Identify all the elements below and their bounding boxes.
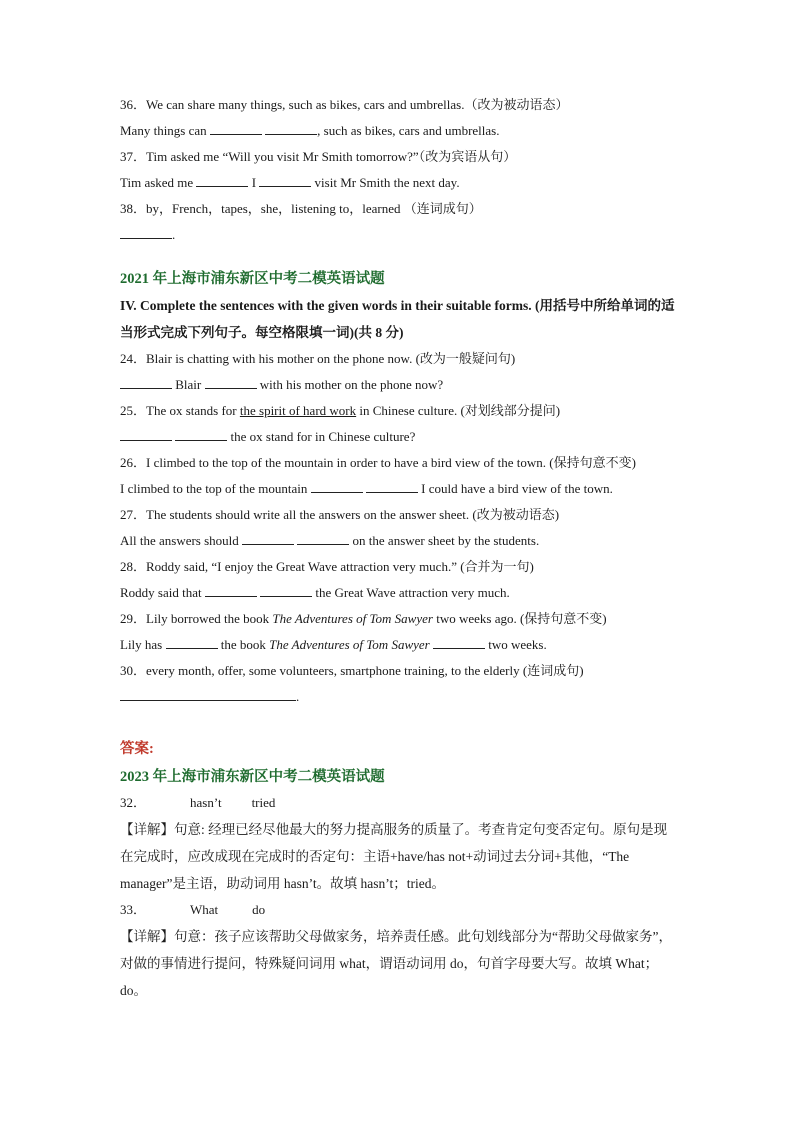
answer-text: the ox stand for in Chinese culture? xyxy=(230,429,416,444)
answer-text: All the answers should xyxy=(120,533,239,548)
answer-text: . xyxy=(296,689,300,704)
question-36: 36．We can share many things, such as bikes, cars and umbrellas.（改为被动语态） xyxy=(120,97,569,112)
answer-text: visit Mr Smith the next day. xyxy=(314,175,460,190)
answer-text: I xyxy=(251,175,257,190)
answer-32-detail: 【详解】句意: 经理已经尽他最大的努力提高服务的质量了。考查肯定句变否定句。原句是现在完成时，应改成现在完成时的否定句：主语+have/has not+动词过去分词+其他，“The manager”是主语，助动词用 hasn’t。故填 hasn’t；tried。 xyxy=(120,822,668,891)
question-37: 37．Tim asked me “Will you visit Mr Smith tomorrow?”（改为宾语从句） xyxy=(120,149,517,164)
answer-word: hasn’t xyxy=(190,795,222,810)
question-text: in Chinese culture. (对划线部分提问) xyxy=(356,403,561,418)
book-title: The Adventures of Tom Sawyer xyxy=(272,611,433,626)
blank[interactable] xyxy=(265,120,317,135)
question-text: 29．Lily borrowed the book xyxy=(120,611,273,626)
blank[interactable] xyxy=(120,224,172,239)
section-heading-2021: 2021 年上海市浦东新区中考二模英语试题 xyxy=(120,271,385,287)
answer-32 xyxy=(120,790,680,816)
answer-text: Many things can xyxy=(120,123,207,138)
blank[interactable] xyxy=(366,478,418,493)
blank[interactable] xyxy=(311,478,363,493)
answer-text: Roddy said that xyxy=(120,585,202,600)
question-27: 27．The students should write all the answers on the answer sheet. (改为被动语态) xyxy=(120,507,560,522)
answer-line-36 xyxy=(120,118,680,144)
answer-text: Blair xyxy=(175,377,202,392)
question-text: two weeks ago. (保持句意不变) xyxy=(432,611,607,626)
section-heading-2023: 2023 年上海市浦东新区中考二模英语试题 xyxy=(120,769,385,785)
answer-word: What xyxy=(190,902,219,917)
answer-line-37 xyxy=(120,170,680,196)
book-title: The Adventures of Tom Sawyer xyxy=(269,637,430,652)
answer-number: 33． xyxy=(120,902,147,917)
blank[interactable] xyxy=(260,582,312,597)
question-28: 28．Roddy said, “I enjoy the Great Wave attraction very much.” (合并为一句) xyxy=(120,559,534,574)
answer-line-24 xyxy=(120,372,680,398)
question-24: 24．Blair is chatting with his mother on the phone now. (改为一般疑问句) xyxy=(120,351,516,366)
question-26: 26．I climbed to the top of the mountain in order to have a bird view of the town. (保持句意不变) xyxy=(120,455,636,470)
answer-word: tried xyxy=(251,795,276,810)
answer-line-27 xyxy=(120,528,680,554)
answer-text: I could have a bird view of the town. xyxy=(421,481,613,496)
question-25 xyxy=(120,398,680,424)
blank[interactable] xyxy=(120,686,296,701)
answers-label: 答案: xyxy=(120,741,154,757)
answer-text: on the answer sheet by the students. xyxy=(352,533,540,548)
answer-text: the Great Wave attraction very much. xyxy=(315,585,510,600)
blank[interactable] xyxy=(297,530,349,545)
answer-text: two weeks. xyxy=(488,637,547,652)
answer-text: Lily has xyxy=(120,637,163,652)
answer-line-25 xyxy=(120,424,680,450)
question-38: 38．by，French，tapes，she，listening to，learned （连词成句） xyxy=(120,201,482,216)
answer-line-26 xyxy=(120,476,680,502)
blank[interactable] xyxy=(210,120,262,135)
blank[interactable] xyxy=(175,426,227,441)
answer-text: the book xyxy=(220,637,270,652)
answer-text: , such as bikes, cars and umbrellas. xyxy=(317,123,500,138)
blank[interactable] xyxy=(196,172,248,187)
blank[interactable] xyxy=(433,634,485,649)
answer-text: . xyxy=(172,227,176,242)
section-title: IV. Complete the sentences with the given words in their suitable forms. (用括号中所给单词的适当形式完成下列句子。每空格限填一词)(共 8 分) xyxy=(120,298,675,340)
blank[interactable] xyxy=(259,172,311,187)
answer-text: Tim asked me xyxy=(120,175,194,190)
answer-line-29 xyxy=(120,632,680,658)
answer-line-30 xyxy=(120,684,680,710)
answer-number: 32． xyxy=(120,795,147,810)
question-text: 25．The ox stands for xyxy=(120,403,240,418)
blank[interactable] xyxy=(205,374,257,389)
blank[interactable] xyxy=(120,374,172,389)
answer-line-28 xyxy=(120,580,680,606)
question-30: 30．every month, offer, some volunteers, smartphone training, to the elderly (连词成句) xyxy=(120,663,584,678)
answer-text: with his mother on the phone now? xyxy=(259,377,444,392)
answer-33-detail: 【详解】句意：孩子应该帮助父母做家务，培养责任感。此句划线部分为“帮助父母做家务”，对做的事情进行提问，特殊疑问词用 what，谓语动词用 do，句首字母要大写。故填 What；do。 xyxy=(120,929,672,998)
blank[interactable] xyxy=(120,426,172,441)
underlined-phrase: the spirit of hard work xyxy=(239,403,357,418)
question-29 xyxy=(120,606,680,632)
document-page xyxy=(120,92,680,1004)
answer-line-38 xyxy=(120,222,680,248)
answer-word: do xyxy=(252,902,266,917)
blank[interactable] xyxy=(166,634,218,649)
answer-text: I climbed to the top of the mountain xyxy=(120,481,308,496)
answer-33 xyxy=(120,897,680,923)
blank[interactable] xyxy=(205,582,257,597)
blank[interactable] xyxy=(242,530,294,545)
